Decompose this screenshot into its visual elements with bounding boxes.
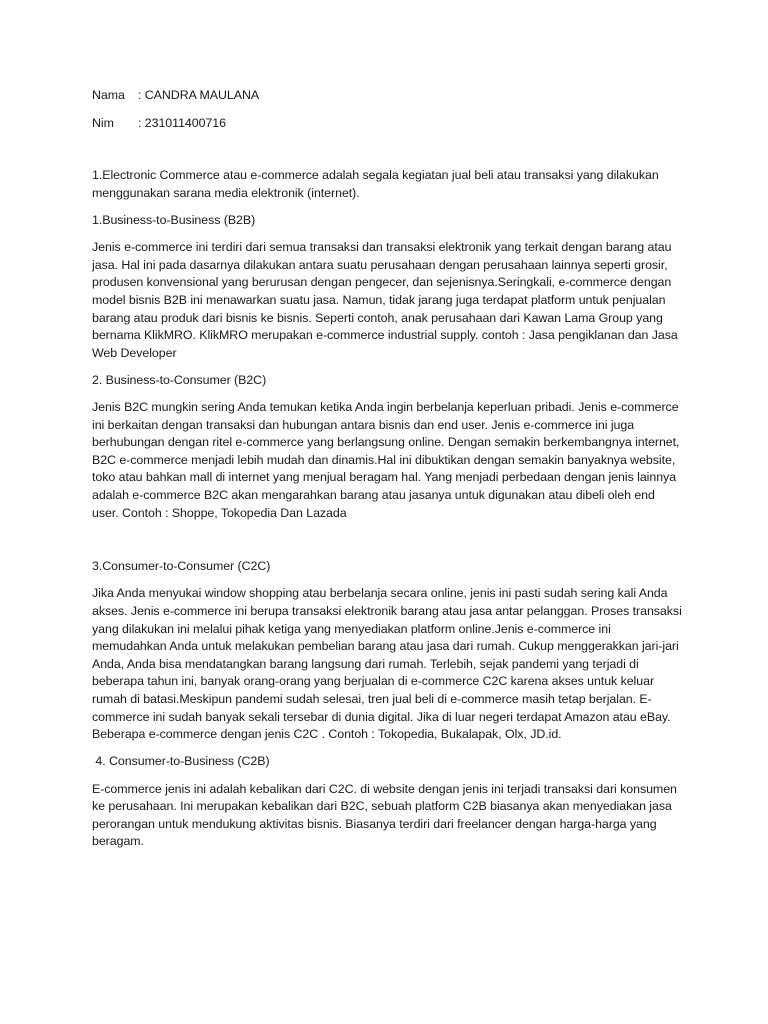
section-heading-c2c: 3.Consumer-to-Consumer (C2C) <box>92 559 271 574</box>
name-value: : CANDRA MAULANA <box>138 88 260 102</box>
name-label: Nama <box>92 88 125 102</box>
section-heading-c2b: 4. Consumer-to-Business (C2B) <box>92 754 270 769</box>
name-row <box>92 87 682 105</box>
student-id-label: Nim <box>92 115 114 130</box>
section-body-b2b: Jenis e-commerce ini terdiri dari semua transaksi dan transaksi elektronik yang terkait dengan barang atau jasa. Hal ini pada dasarnya dilakukan antara suatu perusahaan dengan perusahaan lainnya seperti grosir, produsen konvensional yang berurusan dengan pengecer, dan sejenisnya.Seringkali, e-commerce dengan model bisnis B2B ini menawarkan suatu jasa. Namun, tidak jarang juga terdapat platform untuk penjualan barang atau produk dari bisnis ke bisnis. Seperti contoh, anak perusahaan dari Kawan Lama Group yang bernama KlikMRO. KlikMRO merupakan e-commerce industrial supply. contoh : Jasa pengiklanan dan Jasa Web Developer <box>92 240 678 360</box>
section-body-c2b: E-commerce jenis ini adalah kebalikan dari C2C. di website dengan jenis ini terjadi transaksi dari konsumen ke perusahaan. Ini merupakan kebalikan dari B2C, sebuah platform C2B biasanya akan menyediakan jasa perorangan untuk mendukung aktivitas bisnis. Biasanya terdiri dari freelancer dengan harga-harga yang beragam. <box>92 781 677 849</box>
section-body-c2c: Jika Anda menyukai window shopping atau berbelanja secara online, jenis ini pasti sudah sering kali Anda akses. Jenis e-commerce ini berupa transaksi elektronik barang atau jasa antar pelanggan. Proses transaksi yang dilakukan ini melalui pihak ketiga yang menyediakan platform online.Jenis e-commerce ini memudahkan Anda untuk melakukan pembelian barang atau jasa dari rumah. Cukup menggerakkan jari-jari Anda, Anda bisa mendatangkan barang langsung dari rumah. Terlebih, sejak pandemi yang terjadi di beberapa tahun ini, banyak orang-orang yang berjualan di e-commerce C2C karena akses untuk keluar rumah di batasi.Meskipun pandemi sudah selesai, tren jual beli di e-commerce masih tetap berjalan. E-commerce ini sudah banyak sekali tersebar di dunia digital. Jika di luar negeri terdapat Amazon atau eBay. Beberapa e-commerce dengan jenis C2C . Contoh : Tokopedia, Bukalapak, Olx, JD.id. <box>92 586 682 742</box>
section-heading-b2c: 2. Business-to-Consumer (B2C) <box>92 372 267 387</box>
intro-paragraph: 1.Electronic Commerce atau e-commerce adalah segala kegiatan jual beli atau transaksi yang dilakukan menggunakan sarana media elektronik (internet). <box>92 168 659 200</box>
document-content <box>92 87 682 861</box>
section-body-b2c: Jenis B2C mungkin sering Anda temukan ketika Anda ingin berbelanja keperluan pribadi. Jenis e-commerce ini berkaitan dengan transaksi dan hubungan antara bisnis dan end user. Jenis e-commerce ini juga berhubungan dengan ritel e-commerce yang berlangsung online. Dengan semakin berkembangnya internet, B2C e-commerce menjadi lebih mudah dan dinamis.Hal ini dibuktikan dengan semakin banyaknya website, toko atau bahkan mall di internet yang menjual beragam hal. Yang menjadi perbedaan dengan jenis lainnya adalah e-commerce B2C akan mengarahkan barang atau jasanya untuk digunakan atau dibeli oleh end user. Contoh : Shoppe, Tokopedia Dan Lazada <box>92 400 680 520</box>
student-id-value: : 231011400716 <box>138 115 226 130</box>
section-heading-b2b: 1.Business-to-Business (B2B) <box>92 212 256 227</box>
student-id-row <box>92 115 682 133</box>
